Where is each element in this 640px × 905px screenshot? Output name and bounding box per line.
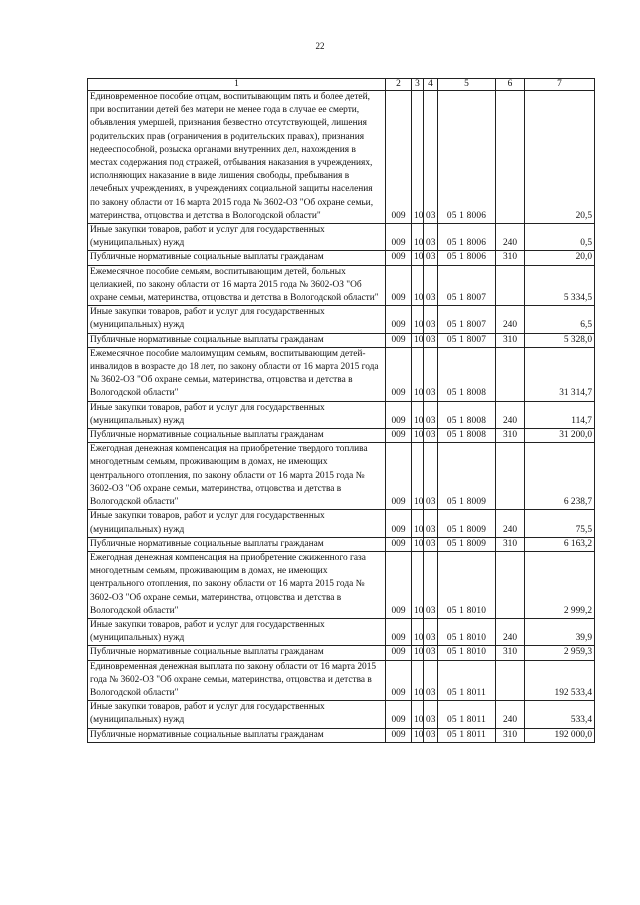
table-row — [88, 551, 595, 618]
row-target-article: 05 1 8011 — [438, 728, 496, 742]
row-amount: 0,5 — [525, 224, 595, 251]
row-section: 10 — [412, 401, 424, 428]
header-row — [88, 79, 595, 91]
table-row — [88, 306, 595, 333]
row-expense-type: 240 — [496, 701, 525, 728]
header-cell: 6 — [496, 79, 525, 91]
table-row — [88, 510, 595, 537]
row-target-article: 05 1 8008 — [438, 401, 496, 428]
row-amount: 75,5 — [525, 510, 595, 537]
row-amount: 2 959,3 — [525, 646, 595, 660]
row-subsection: 03 — [424, 660, 438, 701]
page-number: 22 — [315, 41, 325, 51]
row-admin-code: 009 — [386, 251, 412, 265]
row-admin-code: 009 — [386, 510, 412, 537]
header-cell: 3 — [412, 79, 424, 91]
row-admin-code: 009 — [386, 91, 412, 224]
row-subsection: 03 — [424, 429, 438, 443]
row-expense-type: 240 — [496, 224, 525, 251]
row-amount: 20,0 — [525, 251, 595, 265]
row-expense-type: 310 — [496, 537, 525, 551]
row-subsection: 03 — [424, 91, 438, 224]
row-expense-type: 240 — [496, 618, 525, 645]
row-description: Публичные нормативные социальные выплаты гражданам — [88, 429, 386, 443]
header-cell: 4 — [424, 79, 438, 91]
row-expense-type — [496, 660, 525, 701]
row-expense-type: 240 — [496, 510, 525, 537]
row-description: Иные закупки товаров, работ и услуг для государственных (муниципальных) нужд — [88, 224, 386, 251]
row-expense-type: 240 — [496, 306, 525, 333]
row-subsection: 03 — [424, 646, 438, 660]
header-cell: 7 — [525, 79, 595, 91]
table-row — [88, 251, 595, 265]
row-expense-type: 310 — [496, 728, 525, 742]
row-admin-code: 009 — [386, 443, 412, 510]
row-section: 10 — [412, 91, 424, 224]
row-section: 10 — [412, 429, 424, 443]
row-section: 10 — [412, 701, 424, 728]
row-target-article: 05 1 8009 — [438, 537, 496, 551]
row-description: Публичные нормативные социальные выплаты гражданам — [88, 251, 386, 265]
row-expense-type — [496, 91, 525, 224]
row-subsection: 03 — [424, 443, 438, 510]
row-subsection: 03 — [424, 347, 438, 401]
row-description: Ежемесячное пособие малоимущим семьям, воспитывающим детей-инвалидов в возрасте до 18 лет, по закону области от 16 марта 2015 года № 3602-ОЗ "Об охране семьи, материнства, отцовства и детства в Вологодской области" — [88, 347, 386, 401]
row-section: 10 — [412, 537, 424, 551]
row-description: Ежегодная денежная компенсация на приобретение твердого топлива многодетным семьям, проживающим в домах, не имеющих центрального отопления, по закону области от 16 марта 2015 года № 3602-ОЗ "Об охране семьи, материнства, отцовства и детства в Вологодской области" — [88, 443, 386, 510]
row-admin-code: 009 — [386, 701, 412, 728]
row-amount: 20,5 — [525, 91, 595, 224]
row-description: Единовременное пособие отцам, воспитывающим пять и более детей, при воспитании детей без матери не менее года в случае ее смерти, объявления умершей, признания безвестно отсутствующей, лишения родительских прав (ограничения в родительских правах), признания недееспособной, розыска органами внутренних дел, нахождения в местах содержания под стражей, отбывания наказания в учреждениях, исполняющих наказание в виде лишения свободы, пребывания в лечебных учреждениях, в учреждениях социальной защиты населения по закону области от 16 марта 2015 года № 3602-ОЗ "Об охране семьи, материнства, отцовства и детства в Вологодской области" — [88, 91, 386, 224]
row-subsection: 03 — [424, 618, 438, 645]
row-description: Публичные нормативные социальные выплаты гражданам — [88, 333, 386, 347]
row-target-article: 05 1 8006 — [438, 251, 496, 265]
table-row — [88, 429, 595, 443]
row-expense-type: 310 — [496, 646, 525, 660]
row-admin-code: 009 — [386, 265, 412, 306]
row-section: 10 — [412, 510, 424, 537]
row-amount: 533,4 — [525, 701, 595, 728]
row-expense-type — [496, 265, 525, 306]
row-admin-code: 009 — [386, 306, 412, 333]
row-description: Ежемесячное пособие семьям, воспитывающим детей, больных целиакией, по закону области от 16 марта 2015 года № 3602-ОЗ "Об охране семьи, материнства, отцовства и детства в Вологодской области" — [88, 265, 386, 306]
row-section: 10 — [412, 646, 424, 660]
row-section: 10 — [412, 251, 424, 265]
row-target-article: 05 1 8009 — [438, 510, 496, 537]
row-description: Иные закупки товаров, работ и услуг для государственных (муниципальных) нужд — [88, 306, 386, 333]
row-section: 10 — [412, 333, 424, 347]
table-row — [88, 224, 595, 251]
row-description: Иные закупки товаров, работ и услуг для государственных (муниципальных) нужд — [88, 701, 386, 728]
table-row — [88, 537, 595, 551]
row-target-article: 05 1 8010 — [438, 646, 496, 660]
row-admin-code: 009 — [386, 660, 412, 701]
row-amount: 114,7 — [525, 401, 595, 428]
row-section: 10 — [412, 224, 424, 251]
row-target-article: 05 1 8008 — [438, 347, 496, 401]
row-amount: 31 314,7 — [525, 347, 595, 401]
table-row — [88, 646, 595, 660]
row-amount: 31 200,0 — [525, 429, 595, 443]
table-row — [88, 347, 595, 401]
row-target-article: 05 1 8006 — [438, 224, 496, 251]
row-admin-code: 009 — [386, 646, 412, 660]
row-target-article: 05 1 8009 — [438, 443, 496, 510]
row-subsection: 03 — [424, 224, 438, 251]
table-row — [88, 701, 595, 728]
row-expense-type: 240 — [496, 401, 525, 428]
row-target-article: 05 1 8007 — [438, 265, 496, 306]
header-cell: 5 — [438, 79, 496, 91]
row-amount: 5 334,5 — [525, 265, 595, 306]
row-subsection: 03 — [424, 265, 438, 306]
row-description: Иные закупки товаров, работ и услуг для государственных (муниципальных) нужд — [88, 618, 386, 645]
row-description: Единовременная денежная выплата по закону области от 16 марта 2015 года № 3602-ОЗ "Об охране семьи, материнства, отцовства и детства в Вологодской области" — [88, 660, 386, 701]
row-description: Иные закупки товаров, работ и услуг для государственных (муниципальных) нужд — [88, 401, 386, 428]
row-amount: 5 328,0 — [525, 333, 595, 347]
row-subsection: 03 — [424, 306, 438, 333]
row-section: 10 — [412, 265, 424, 306]
row-expense-type: 310 — [496, 429, 525, 443]
row-section: 10 — [412, 618, 424, 645]
row-description: Ежегодная денежная компенсация на приобретение сжиженного газа многодетным семьям, проживающим в домах, не имеющих центрального отопления, по закону области от 16 марта 2015 года № 3602-ОЗ "Об охране семьи, материнства, отцовства и детства в Вологодской области" — [88, 551, 386, 618]
row-target-article: 05 1 8007 — [438, 333, 496, 347]
row-section: 10 — [412, 660, 424, 701]
row-expense-type: 310 — [496, 333, 525, 347]
row-amount: 39,9 — [525, 618, 595, 645]
row-admin-code: 009 — [386, 333, 412, 347]
row-expense-type: 310 — [496, 251, 525, 265]
row-target-article: 05 1 8008 — [438, 429, 496, 443]
row-subsection: 03 — [424, 551, 438, 618]
row-target-article: 05 1 8010 — [438, 618, 496, 645]
row-expense-type — [496, 443, 525, 510]
row-admin-code: 009 — [386, 401, 412, 428]
table-row — [88, 618, 595, 645]
row-section: 10 — [412, 306, 424, 333]
row-amount: 6,5 — [525, 306, 595, 333]
row-admin-code: 009 — [386, 429, 412, 443]
row-subsection: 03 — [424, 510, 438, 537]
row-target-article: 05 1 8011 — [438, 660, 496, 701]
table-row — [88, 660, 595, 701]
row-section: 10 — [412, 443, 424, 510]
table-row — [88, 265, 595, 306]
row-subsection: 03 — [424, 701, 438, 728]
row-amount: 2 999,2 — [525, 551, 595, 618]
row-amount: 6 238,7 — [525, 443, 595, 510]
row-section: 10 — [412, 347, 424, 401]
table-row — [88, 443, 595, 510]
row-section: 10 — [412, 551, 424, 618]
row-subsection: 03 — [424, 251, 438, 265]
row-subsection: 03 — [424, 401, 438, 428]
row-target-article: 05 1 8010 — [438, 551, 496, 618]
row-admin-code: 009 — [386, 347, 412, 401]
header-cell: 2 — [386, 79, 412, 91]
row-target-article: 05 1 8007 — [438, 306, 496, 333]
row-description: Публичные нормативные социальные выплаты гражданам — [88, 537, 386, 551]
table-row — [88, 333, 595, 347]
row-admin-code: 009 — [386, 224, 412, 251]
row-target-article: 05 1 8006 — [438, 91, 496, 224]
row-expense-type — [496, 551, 525, 618]
table-row — [88, 91, 595, 224]
row-admin-code: 009 — [386, 618, 412, 645]
row-subsection: 03 — [424, 728, 438, 742]
header-cell: 1 — [88, 79, 386, 91]
row-amount: 192 000,0 — [525, 728, 595, 742]
row-description: Публичные нормативные социальные выплаты гражданам — [88, 728, 386, 742]
budget-table — [87, 78, 595, 743]
table-row — [88, 728, 595, 742]
row-amount: 6 163,2 — [525, 537, 595, 551]
row-expense-type — [496, 347, 525, 401]
row-description: Публичные нормативные социальные выплаты гражданам — [88, 646, 386, 660]
row-admin-code: 009 — [386, 551, 412, 618]
table-row — [88, 401, 595, 428]
row-section: 10 — [412, 728, 424, 742]
row-admin-code: 009 — [386, 537, 412, 551]
row-subsection: 03 — [424, 333, 438, 347]
row-subsection: 03 — [424, 537, 438, 551]
row-target-article: 05 1 8011 — [438, 701, 496, 728]
row-description: Иные закупки товаров, работ и услуг для государственных (муниципальных) нужд — [88, 510, 386, 537]
row-amount: 192 533,4 — [525, 660, 595, 701]
row-admin-code: 009 — [386, 728, 412, 742]
